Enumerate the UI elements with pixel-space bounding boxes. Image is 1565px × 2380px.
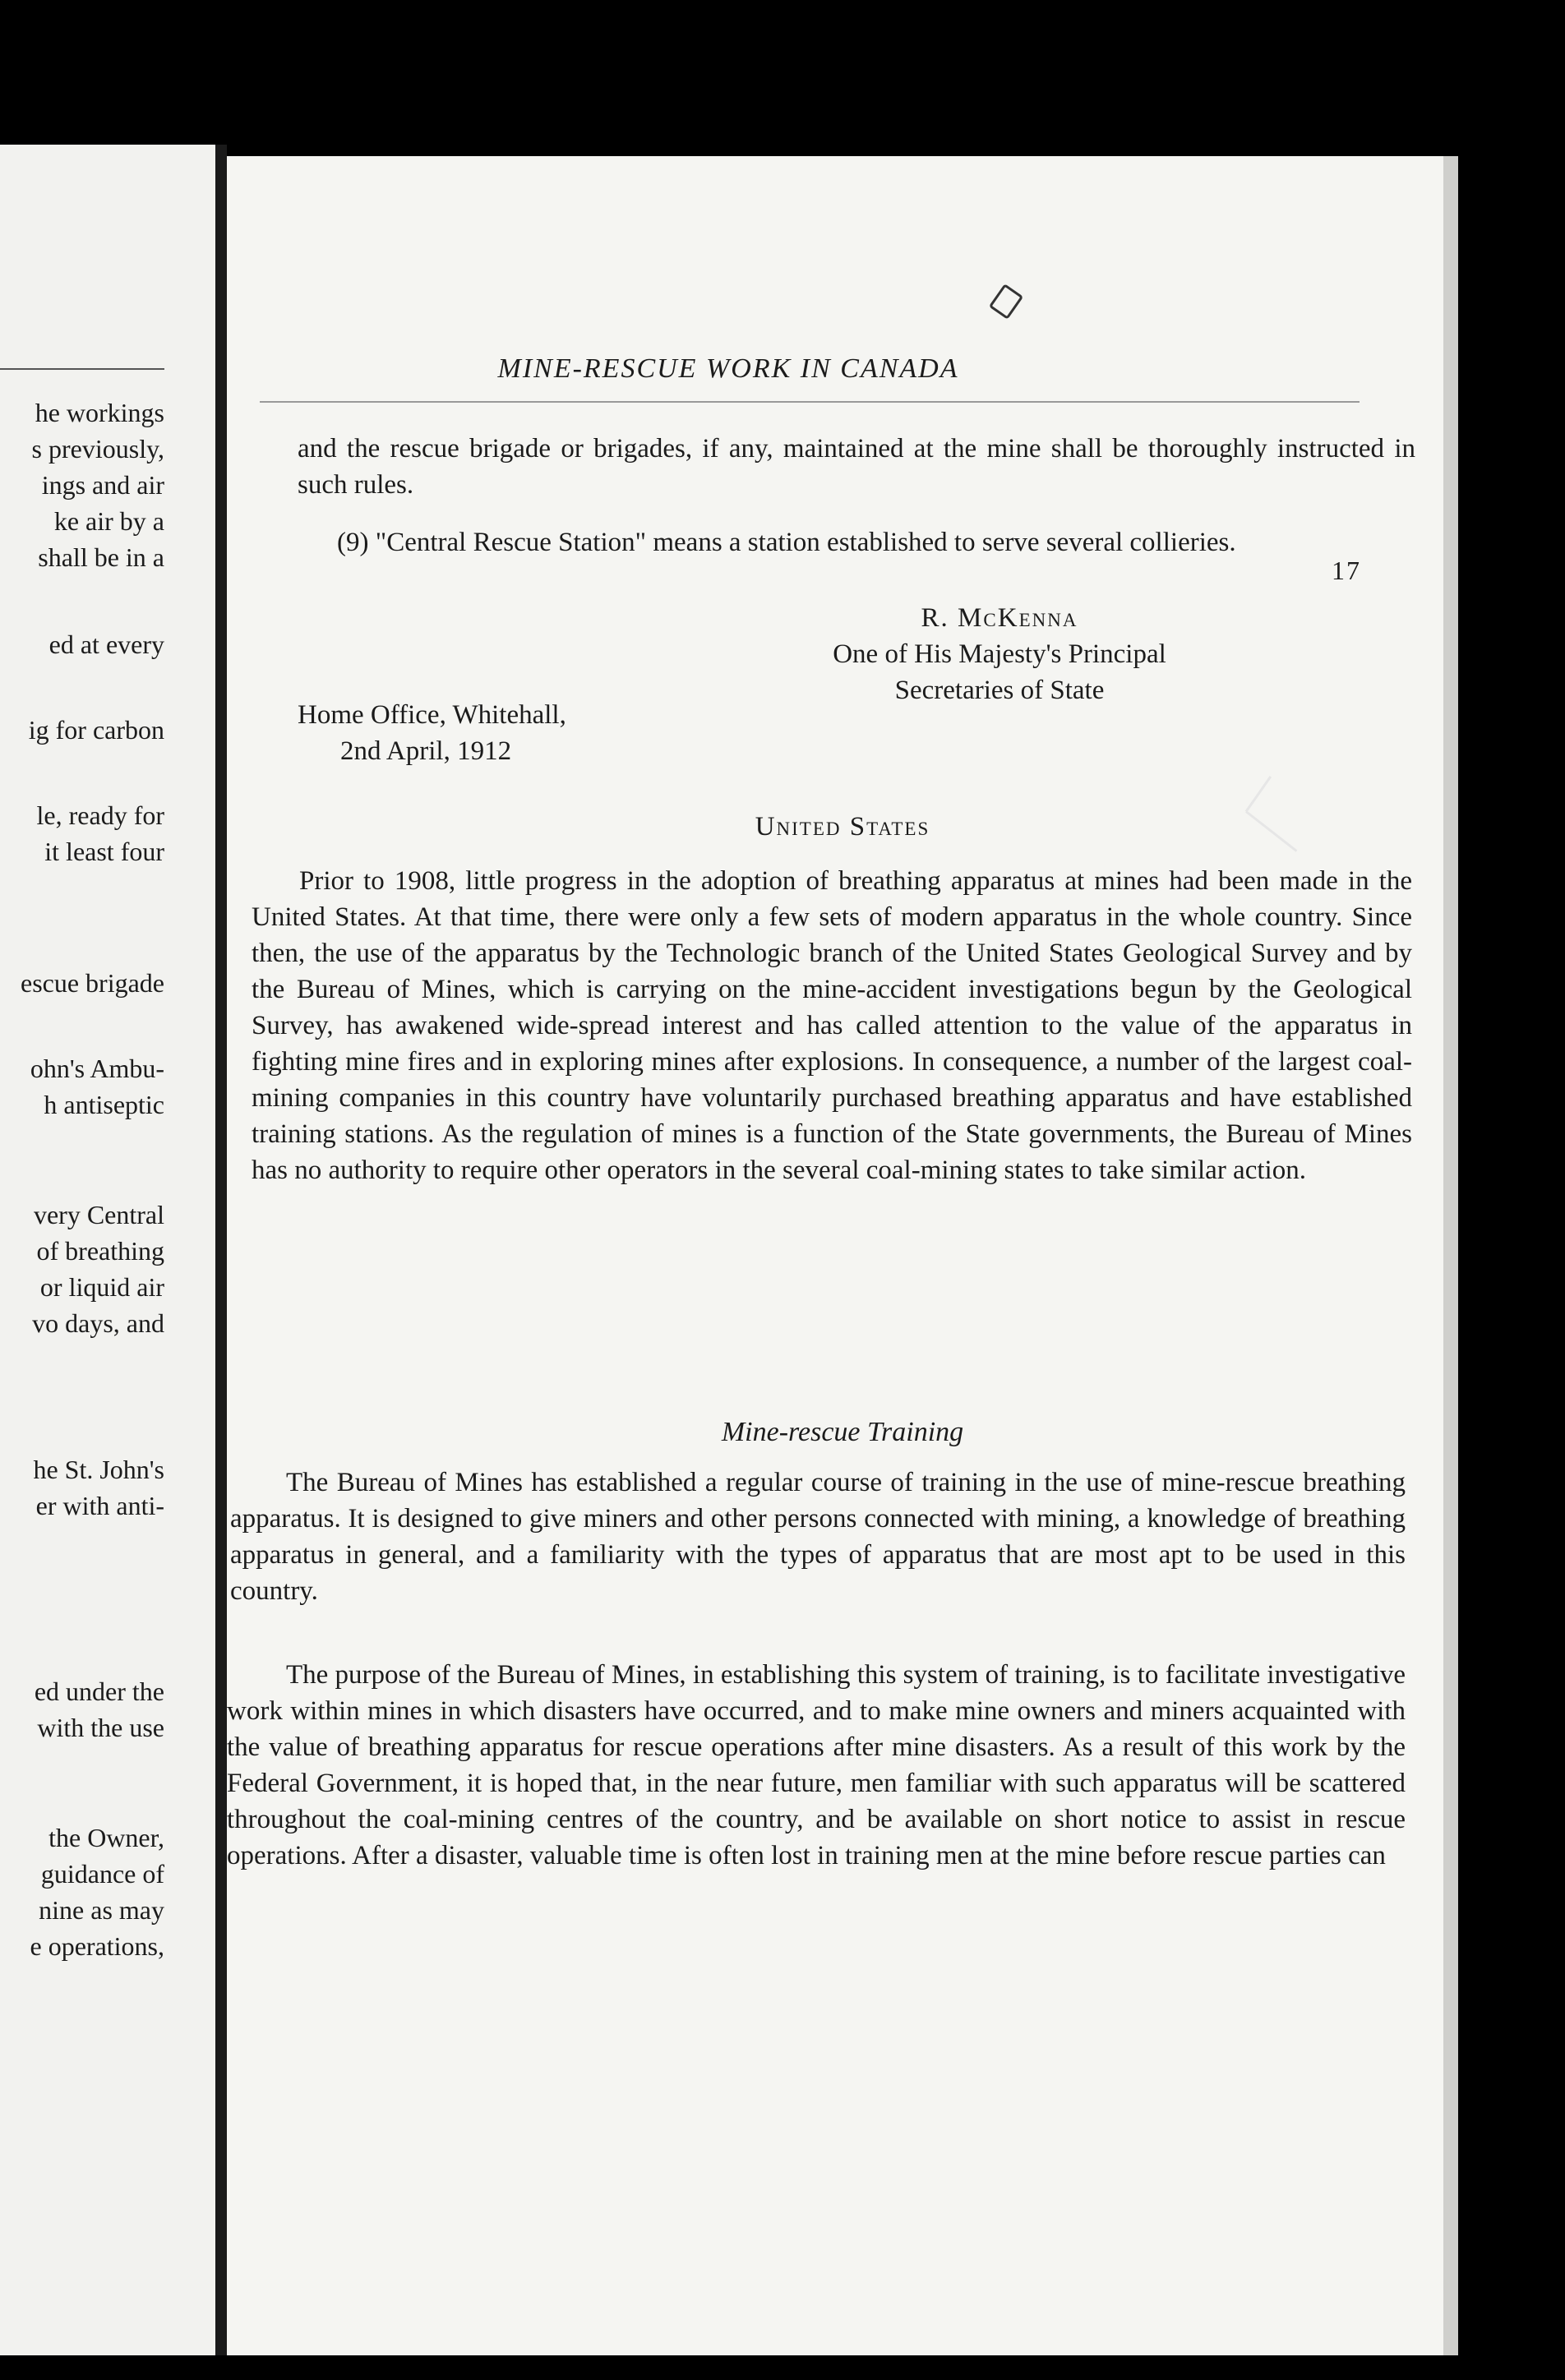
paragraph-rules-end: and the rescue brigade or brigades, if any, maintained at the mine shall be thoroughly instructed in such rules. xyxy=(298,434,1415,500)
left-page-line: ed under the xyxy=(34,1677,164,1706)
left-page-line: le, ready for xyxy=(36,800,164,830)
place-line: Home Office, Whitehall, xyxy=(298,700,566,730)
paragraph-purpose: The purpose of the Bureau of Mines, in establishing this system of training, is to facilitate investigative work within mines in which disasters have occurred, and to make mine owners and miners acquainted with the value of breathing apparatus for rescue operations after mine disasters. As a result of this work by the Federal Government, it is hoped that, in the near future, men familiar with such apparatus will be scattered throughout the coal-mining centres of the country, and be available on short notice to assist in rescue operations. After a disaster, valuable time is often lost in training men at the mine before rescue parties can xyxy=(227,1660,1406,1870)
running-title: MINE-RESCUE WORK IN CANADA xyxy=(497,353,959,384)
signature-title-line: One of His Majesty's Principal xyxy=(833,639,1166,669)
left-page-line: escue brigade xyxy=(20,968,164,998)
left-page-line: with the use xyxy=(37,1713,164,1742)
left-page-fragment xyxy=(0,145,215,2355)
left-page-line: the Owner, xyxy=(48,1823,164,1852)
signature-title-line: Secretaries of State xyxy=(894,676,1105,705)
page-edge-shadow xyxy=(1443,156,1458,2355)
left-page-line: h antiseptic xyxy=(44,1090,164,1119)
signature-block xyxy=(687,600,1312,708)
left-page-line: shall be in a xyxy=(38,542,164,572)
section-heading: United States xyxy=(755,812,930,842)
left-page-line: ke air by a xyxy=(53,506,164,536)
left-page-line: ed at every xyxy=(48,630,164,659)
left-page-line: ig for carbon xyxy=(28,715,164,745)
left-page-line: er with anti- xyxy=(35,1491,164,1520)
stray-ink-mark xyxy=(989,284,1023,320)
date-line: 2nd April, 1912 xyxy=(340,736,512,766)
left-page-line: guidance of xyxy=(40,1859,164,1889)
page-number: 17 xyxy=(1332,556,1361,585)
subheading: Mine-rescue Training xyxy=(721,1417,964,1447)
paragraph-central-station: (9) "Central Rescue Station" means a station established to serve several collieries. xyxy=(337,528,1236,557)
left-page-line: ohn's Ambu- xyxy=(30,1054,164,1083)
left-page-line: e operations, xyxy=(30,1931,164,1961)
left-page-line: vo days, and xyxy=(32,1308,164,1338)
left-page-line: it least four xyxy=(44,837,164,866)
paragraph-prior-to-1908: Prior to 1908, little progress in the adoption of breathing apparatus at mines had been made in the United States. At that time, there were only a few sets of modern apparatus in the whole country. Since then, the use of the apparatus by the Technologic branch of the United States Geological Survey and by the Bureau of Mines, which is carrying on the mine-accident investigations begun by the Geological Survey, has awakened wide-spread interest and has called attention to the value of the apparatus in fighting mine fires and in exploring mines after explosions. In consequence, a number of the largest coal-mining companies in this country have voluntarily purchased breathing apparatus and have established training stations. As the regulation of mines is a function of the State governments, the Bureau of Mines has no authority to require other operators in the several coal-mining states to take similar action. xyxy=(252,866,1412,1185)
book-gutter xyxy=(215,145,227,2355)
left-page-line: ings and air xyxy=(41,470,164,500)
header-rule xyxy=(260,401,1360,403)
left-page-line: very Central xyxy=(33,1200,164,1229)
left-page-rule xyxy=(0,368,164,370)
page-17 xyxy=(227,156,1458,2355)
left-page-line: s previously, xyxy=(31,434,164,464)
left-page-line: or liquid air xyxy=(39,1272,164,1302)
left-page-line: he St. John's xyxy=(33,1455,164,1484)
paragraph-bureau-course: The Bureau of Mines has established a regular course of training in the use of mine-rescue breathing apparatus. It is designed to give miners and other persons connected with mining, a knowledge of breathing apparatus in general, and a familiarity with the types of apparatus that are most apt to be used in this country. xyxy=(230,1468,1406,1606)
left-page-line: he workings xyxy=(35,398,164,427)
left-page-line: nine as may xyxy=(39,1895,164,1925)
left-page-line: of breathing xyxy=(36,1236,164,1266)
signature-name: R. McKenna xyxy=(921,603,1078,633)
